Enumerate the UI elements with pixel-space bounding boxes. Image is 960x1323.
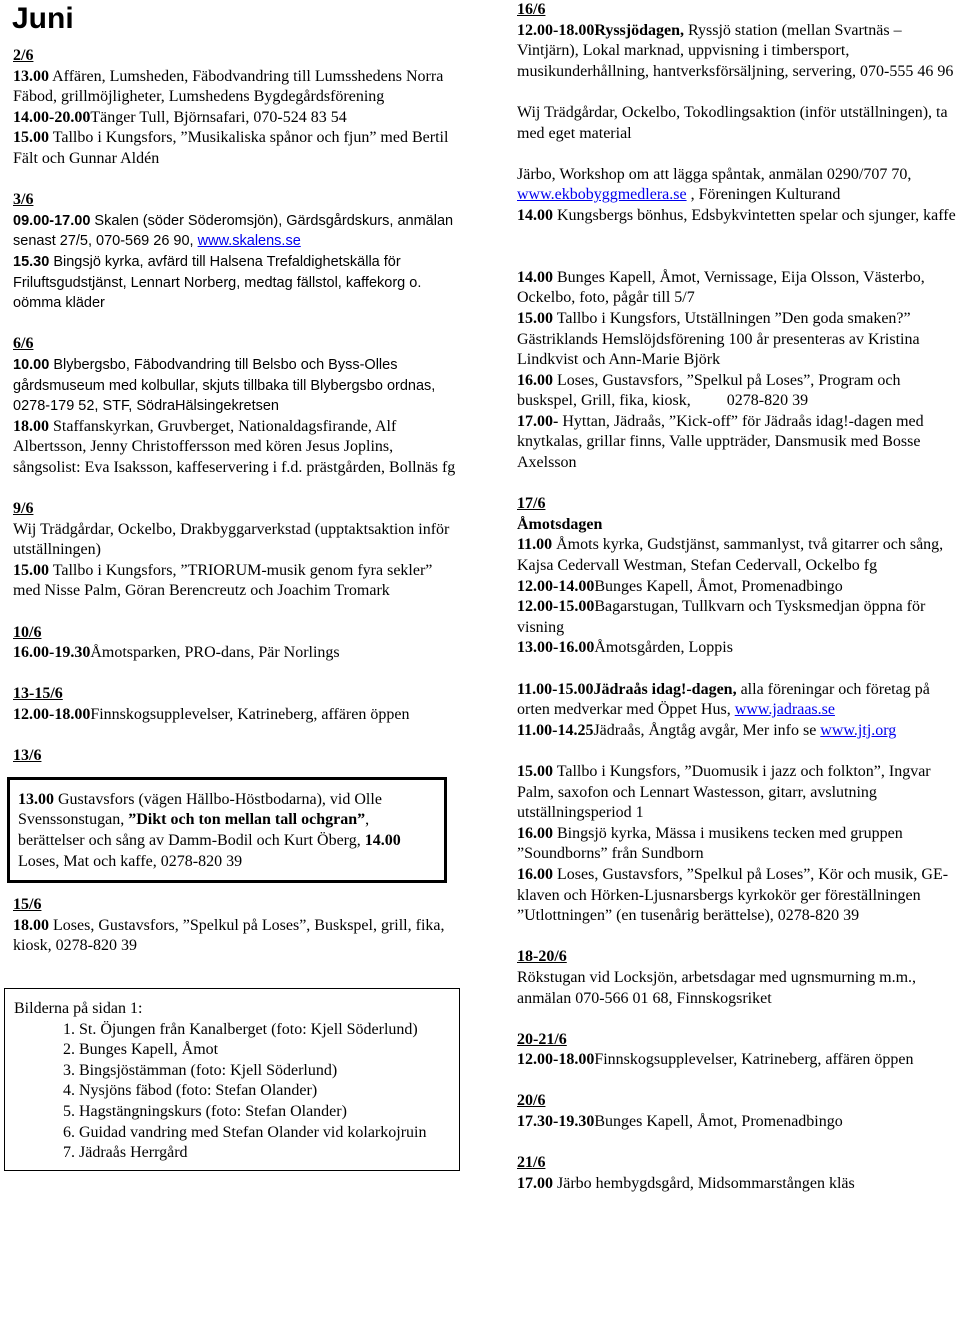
event: 16.00-19.30Åmotsparken, PRO-dans, Pär Norlings xyxy=(13,644,340,662)
date-heading-20-6: 20/6 xyxy=(517,1092,546,1110)
date-heading-15-6: 15/6 xyxy=(13,896,42,914)
photo-credits-box xyxy=(4,988,460,1171)
date-heading-2-6: 2/6 xyxy=(13,47,34,64)
event: 17.00 Järbo hembygdsgård, Midsommarstången kläs xyxy=(517,1174,855,1192)
event: 18.00 Loses, Gustavsfors, ”Spelkul på Loses”, Buskspel, grill, fika, kiosk, 0278-820 39 xyxy=(13,916,445,955)
event: 16.00 Loses, Gustavsfors, ”Spelkul på Loses”, Kör och musik, GE-klaven och Hörken-Ljusnarsbergs kyrkokör ger föreställningen ”Utlottningen” (en tusenårig berättelse), 0278-820 39 xyxy=(517,865,949,925)
event: 09.00-17.00 Skalen (söder Söderomsjön), Gärdsgårdskurs, anmälan senast 27/5, 070-569 26 90, www.skalens.se xyxy=(13,212,454,250)
event: 11.00-15.00Jädraås idag!-dagen, alla föreningar och företag på orten medverkar med Öppet Hus, www.jadraas.se xyxy=(517,680,930,719)
ekbobyggmedlera-link[interactable]: www.ekbobyggmedlera.se xyxy=(517,186,687,204)
photo-credits-list xyxy=(14,1020,459,1164)
event: 10.00 Blybergsbo, Fäbodvandring till Belsbo och Byss-Olles gårdsmuseum med kolbullar, skjuts tillbaka till Blybergsbo ordnas, 0278-179 52, STF, SödraHälsingekretsen xyxy=(13,356,436,415)
list-item: 2. Bunges Kapell, Åmot xyxy=(79,1040,459,1061)
event: 11.00-14.25Jädraås, Ångtåg avgår, Mer info se www.jtj.org xyxy=(517,721,897,739)
event: 13.00 Gustavsfors (vägen Hällbo-Höstbodarna), vid Olle Svenssonstugan, ”Dikt och ton mellan tall ochgran”, berättelser och sång av Damm-Bodil och Kurt Öberg, 14.00 Loses, Mat och kaffe, 0278-820 39 xyxy=(18,790,401,870)
event: 12.00-18.00Finnskogsupplevelser, Katrineberg, affären öppen xyxy=(517,1051,914,1069)
event: 13.00-16.00Åmotsgården, Loppis xyxy=(517,639,733,657)
event: 15.00 Tallbo i Kungsfors, ”Musikaliska spånor och fjun” med Bertil Fält och Gunnar Aldén xyxy=(13,129,449,167)
date-heading-17-6: 17/6 xyxy=(517,495,546,513)
event: Wij Trädgårdar, Ockelbo, Drakbyggarverkstad (upptaktsaktion inför utställningen) xyxy=(13,520,450,559)
date-heading-16-6: 16/6 xyxy=(517,1,546,18)
event: 17.00- Hyttan, Jädraås, ”Kick-off” för Jädraås idag!-dagen med knytkalas, grillar finns, Valle uppträder, Dansmusik med Bosse Axelsson xyxy=(517,412,924,472)
skalens-link[interactable]: www.skalens.se xyxy=(197,233,301,250)
event: 15.00 Tallbo i Kungsfors, ”Duomusik i jazz och folkton”, Ingvar Palm, saxofon och Lennart Wastesson, gitarr, avslutning utställningsperiod 1 xyxy=(517,762,931,822)
event: 12.00-18.00Finnskogsupplevelser, Katrineberg, affären öppen xyxy=(13,706,410,723)
list-item: 4. Nysjöns fäbod (foto: Stefan Olander) xyxy=(79,1081,459,1102)
event: 12.00-15.00Bagarstugan, Tullkvarn och Tysksmedjan öppna för visning xyxy=(517,598,926,636)
event: 14.00-20.00Tänger Tull, Björnsafari, 070-524 83 54 xyxy=(13,108,347,126)
date-heading-6-6: 6/6 xyxy=(13,335,34,353)
page-title: Juni xyxy=(12,2,74,35)
date-heading-10-6: 10/6 xyxy=(13,623,42,641)
jadraas-link[interactable]: www.jadraas.se xyxy=(734,701,835,719)
date-heading-13-15-6: 13-15/6 xyxy=(13,685,63,703)
event: 15.00 Tallbo i Kungsfors, Utställningen ”Den goda smaken?” Gästriklands Hemslöjdsförening 100 år presenteras av Kristina Lindkvist och Ann-Marie Björk xyxy=(517,309,920,369)
event: 17.30-19.30Bunges Kapell, Åmot, Promenadbingo xyxy=(517,1113,843,1131)
right-column xyxy=(517,0,957,1194)
event: 12.00-14.00Bunges Kapell, Åmot, Promenadbingo xyxy=(517,577,843,595)
date-heading-3-6: 3/6 xyxy=(13,191,34,209)
date-heading-9-6: 9/6 xyxy=(13,500,34,518)
event: 12.00-18.00Ryssjödagen, Ryssjö station (mellan Svartnäs – Vintjärn), Lokal marknad, uppvisning i timbersport, musikunderhållning, hantverksförsäljning, servering, 070-555 46 96 xyxy=(517,21,954,80)
event: 16.00 Loses, Gustavsfors, ”Spelkul på Loses”, Program och buskspel, Grill, fika, kiosk, 0278-820 39 xyxy=(517,371,901,410)
event: 11.00 Åmots kyrka, Gudstjänst, sammanlyst, två gitarrer och sång, Kajsa Cedervall Westman, Stefan Cedervall, Ockelbo fg xyxy=(517,536,944,575)
highlight-box xyxy=(7,777,447,883)
section-heading: Åmotsdagen xyxy=(517,515,603,533)
list-item: 7. Jädraås Herrgård xyxy=(79,1143,459,1164)
event: Rökstugan vid Locksjön, arbetsdagar med ugnsmurning m.m., anmälan 070-566 01 68, Finnskogsriket xyxy=(517,968,917,1007)
event: 18.00 Staffanskyrkan, Gruvberget, Nationaldagsfirande, Alf Albertsson, Jenny Christoffersson med kören Jesus Joplins, sångsolist: Eva Isaksson, kaffeservering i f.d. prästgården, Bollnäs fg xyxy=(13,417,456,476)
date-heading-21-6: 21/6 xyxy=(517,1154,546,1172)
event: Järbo, Workshop om att lägga spåntak, anmälan 0290/707 70, www.ekbobyggmedlera.se , Föreningen Kulturand xyxy=(517,165,912,204)
event: Wij Trädgårdar, Ockelbo, Tokodlingsaktion (inför utställningen), ta med eget material xyxy=(517,103,948,142)
event: 13.00 Affären, Lumsheden, Fäbodvandring till Lumsshedens Norra Fäbod, grillmöjligheter, Lumshedens Bygdegårdsförening xyxy=(13,67,444,106)
list-item: 5. Hagstängningskurs (foto: Stefan Olander) xyxy=(79,1102,459,1123)
date-heading-18-20-6: 18-20/6 xyxy=(517,948,567,966)
left-column xyxy=(13,0,463,1171)
date-heading-20-21-6: 20-21/6 xyxy=(517,1030,567,1048)
photo-credits-heading: Bilderna på sidan 1: xyxy=(14,999,143,1017)
list-item: 3. Bingsjöstämman (foto: Kjell Söderlund) xyxy=(79,1061,459,1082)
event: 14.00 Bunges Kapell, Åmot, Vernissage, Eija Olsson, Västerbo, Ockelbo, foto, pågår till 5/7 xyxy=(517,268,925,307)
list-item: 6. Guidad vandring med Stefan Olander vid kolarkojruin xyxy=(79,1123,459,1144)
event: 16.00 Bingsjö kyrka, Mässa i musikens tecken med gruppen ”Soundborns” från Sundborn xyxy=(517,824,903,863)
event: 14.00 Kungsbergs bönhus, Edsbykvintetten spelar och sjunger, kaffe xyxy=(517,206,956,224)
date-heading-13-6: 13/6 xyxy=(13,747,42,765)
list-item: 1. St. Öjungen från Kanalberget (foto: Kjell Söderlund) xyxy=(79,1020,459,1041)
jtj-link[interactable]: www.jtj.org xyxy=(820,721,897,739)
event: 15.00 Tallbo i Kungsfors, ”TRIORUM-musik genom fyra sekler” med Nisse Palm, Göran Berencreutz och Joachim Tromark xyxy=(13,561,433,600)
event: 15.30 Bingsjö kyrka, avfärd till Halsena Trefaldighetskälla för Friluftsgudstjänst, Lennart Norberg, medtag fällstol, kaffekorg o. oömma kläder xyxy=(13,253,422,312)
